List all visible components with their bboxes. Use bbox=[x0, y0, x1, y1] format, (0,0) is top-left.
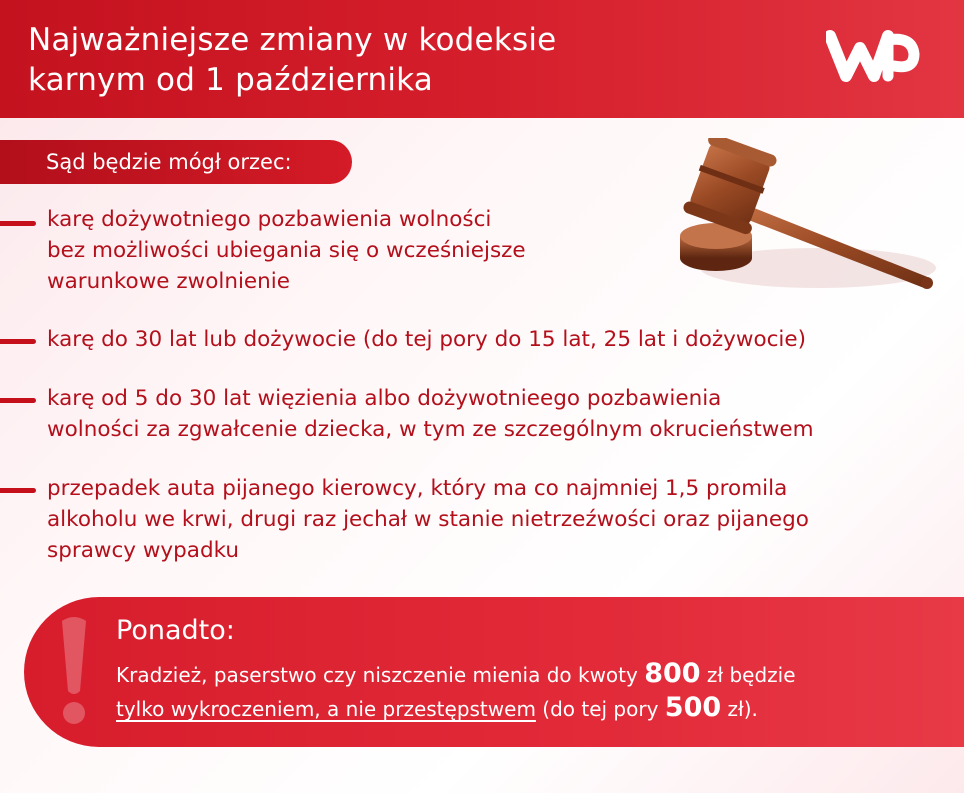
subtitle-pill bbox=[0, 140, 352, 184]
title-line-1: Najważniejsze zmiany w kodeksie bbox=[28, 22, 557, 58]
note-text: zł będzie bbox=[700, 663, 796, 687]
note-line-1 bbox=[116, 659, 796, 690]
wp-logo-icon bbox=[826, 26, 922, 86]
bullet-line: karę dożywotniego pozbawienia wolności bbox=[47, 207, 492, 232]
note-line-2 bbox=[116, 693, 758, 724]
page-title bbox=[28, 20, 728, 100]
note-text: (do tej pory bbox=[535, 697, 665, 721]
bullet-line: karę do 30 lat lub dożywocie (do tej pory do 15 lat, 25 lat i dożywocie) bbox=[47, 327, 807, 352]
gavel-icon bbox=[668, 138, 944, 298]
bullet-line: sprawcy wypadku bbox=[47, 538, 240, 563]
bullet-dash-icon bbox=[0, 339, 36, 344]
bullet-dash-icon bbox=[0, 398, 36, 403]
header-banner bbox=[0, 0, 964, 118]
subtitle: Sąd będzie mógł orzec: bbox=[46, 150, 292, 174]
bullet-line: warunkowe zwolnienie bbox=[47, 269, 290, 294]
bullet-dash-icon bbox=[0, 488, 36, 493]
bullet-dash-icon bbox=[0, 221, 36, 226]
exclamation-icon bbox=[54, 611, 94, 731]
bullet-line: karę od 5 do 30 lat więzienia albo dożywotnieego pozbawienia bbox=[47, 386, 722, 411]
note-box bbox=[24, 597, 964, 747]
note-amount: 800 bbox=[644, 658, 701, 689]
note-text: Kradzież, paserstwo czy niszczenie mienia do kwoty bbox=[116, 663, 645, 687]
title-line-2: karnym od 1 października bbox=[28, 62, 433, 98]
bullet-line: bez możliwości ubiegania się o wcześniejsze bbox=[47, 238, 526, 263]
note-title: Ponadto: bbox=[116, 615, 235, 646]
bullet-line: przepadek auta pijanego kierowcy, który ma co najmniej 1,5 promila bbox=[47, 476, 788, 501]
bullet-line: wolności za zgwałcenie dziecka, w tym ze szczególnym okrucieństwem bbox=[47, 417, 814, 442]
note-text: zł). bbox=[721, 697, 758, 721]
note-amount: 500 bbox=[664, 692, 722, 723]
bullet-line: alkoholu we krwi, drugi raz jechał w stanie nietrzeźwości oraz pijanego bbox=[47, 507, 809, 532]
note-underlined-text: tylko wykroczeniem, a nie przestępstwem bbox=[116, 697, 536, 721]
